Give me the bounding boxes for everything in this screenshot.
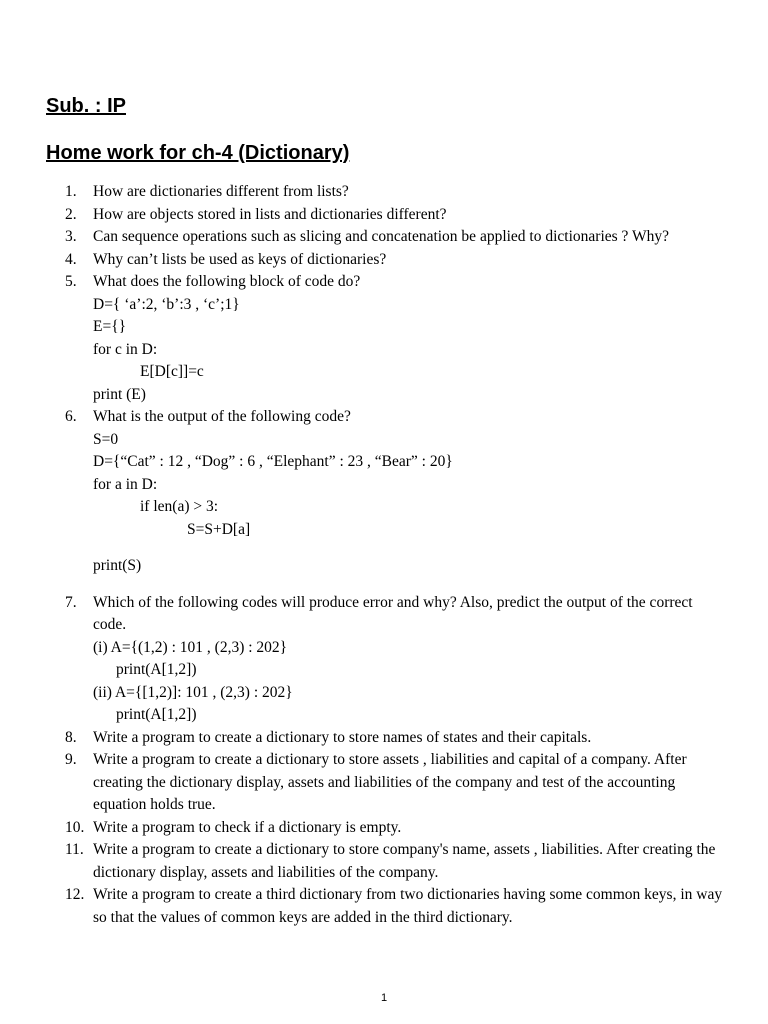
homework-title: Home work for ch-4 (Dictionary) (46, 142, 350, 164)
code-line: if len(a) > 3: (140, 498, 219, 515)
code-line: print(A[1,2]) (116, 661, 197, 678)
question-text: Why can’t lists be used as keys of dictionaries? (93, 250, 387, 268)
question-text: Can sequence operations such as slicing and concatenation be applied to dictionaries ? Why? (93, 228, 670, 245)
question-item (0, 749, 768, 817)
question-text: Write a program to create a third dictionary from two dictionaries having some common keys, in way so that the values of common keys are added in the third dictionary. (93, 886, 723, 926)
question-text: Write a program to check if a dictionary is empty. (93, 818, 402, 836)
code-line: E[D[c]]=c (140, 363, 204, 380)
code-line: print (E) (93, 385, 146, 403)
question-number: 12. (65, 886, 85, 903)
code-line: D={ ‘a’:2, ‘b’:3 , ‘c’;1} (93, 295, 240, 313)
question-text: What is the output of the following code? (93, 408, 351, 425)
question-item (0, 817, 768, 840)
question-number: 11. (65, 841, 84, 858)
question-number: 1. (65, 183, 77, 200)
code-line: (ii) A={[1,2)]: 101 , (2,3) : 202} (93, 683, 293, 701)
question-number: 10. (65, 818, 85, 836)
question-item (0, 884, 768, 929)
question-item (0, 226, 768, 249)
page-number: 1 (380, 992, 388, 1004)
question-number: 5. (65, 273, 77, 290)
question-text: Write a program to create a dictionary to store assets , liabilities and capital of a company. After creating the dictionary display, assets and liabilities of the company and test of the accounting equation holds true. (93, 751, 687, 813)
question-item (0, 592, 768, 727)
code-line: D={“Cat” : 12 , “Dog” : 6 , “Elephant” : 23 , “Bear” : 20} (93, 453, 453, 470)
question-item (0, 271, 768, 406)
code-line: E={} (93, 318, 127, 335)
question-item (0, 839, 768, 884)
question-text: How are objects stored in lists and dictionaries different? (93, 205, 447, 223)
code-line: S=S+D[a] (187, 520, 251, 538)
question-number: 2. (65, 205, 77, 223)
question-text: Write a program to create a dictionary to store company's name, assets , liabilities. After creating the dictionary display, assets and liabilities of the company. (93, 841, 716, 881)
question-number: 6. (65, 408, 77, 425)
question-item (0, 249, 768, 272)
code-line: for a in D: (93, 475, 158, 493)
question-list (0, 181, 768, 929)
code-line: print(S) (93, 557, 142, 574)
question-number: 9. (65, 751, 77, 768)
question-item (0, 406, 768, 578)
question-item (0, 181, 768, 204)
question-text: What does the following block of code do? (93, 273, 361, 290)
code-line: print(A[1,2]) (116, 706, 197, 723)
question-text: Write a program to create a dictionary to store names of states and their capitals. (93, 728, 592, 746)
question-number: 8. (65, 728, 77, 746)
subject-heading: Sub. : IP (46, 95, 126, 117)
question-text: How are dictionaries different from lists? (93, 183, 349, 200)
code-line: (i) A={(1,2) : 101 , (2,3) : 202} (93, 638, 288, 656)
question-item (0, 727, 768, 750)
code-line: for c in D: (93, 340, 158, 358)
code-line: S=0 (93, 430, 119, 448)
question-number: 3. (65, 228, 77, 245)
question-item (0, 204, 768, 227)
question-number: 4. (65, 250, 77, 268)
question-text: Which of the following codes will produce error and why? Also, predict the output of the correct code. (93, 593, 693, 633)
question-number: 7. (65, 593, 77, 611)
